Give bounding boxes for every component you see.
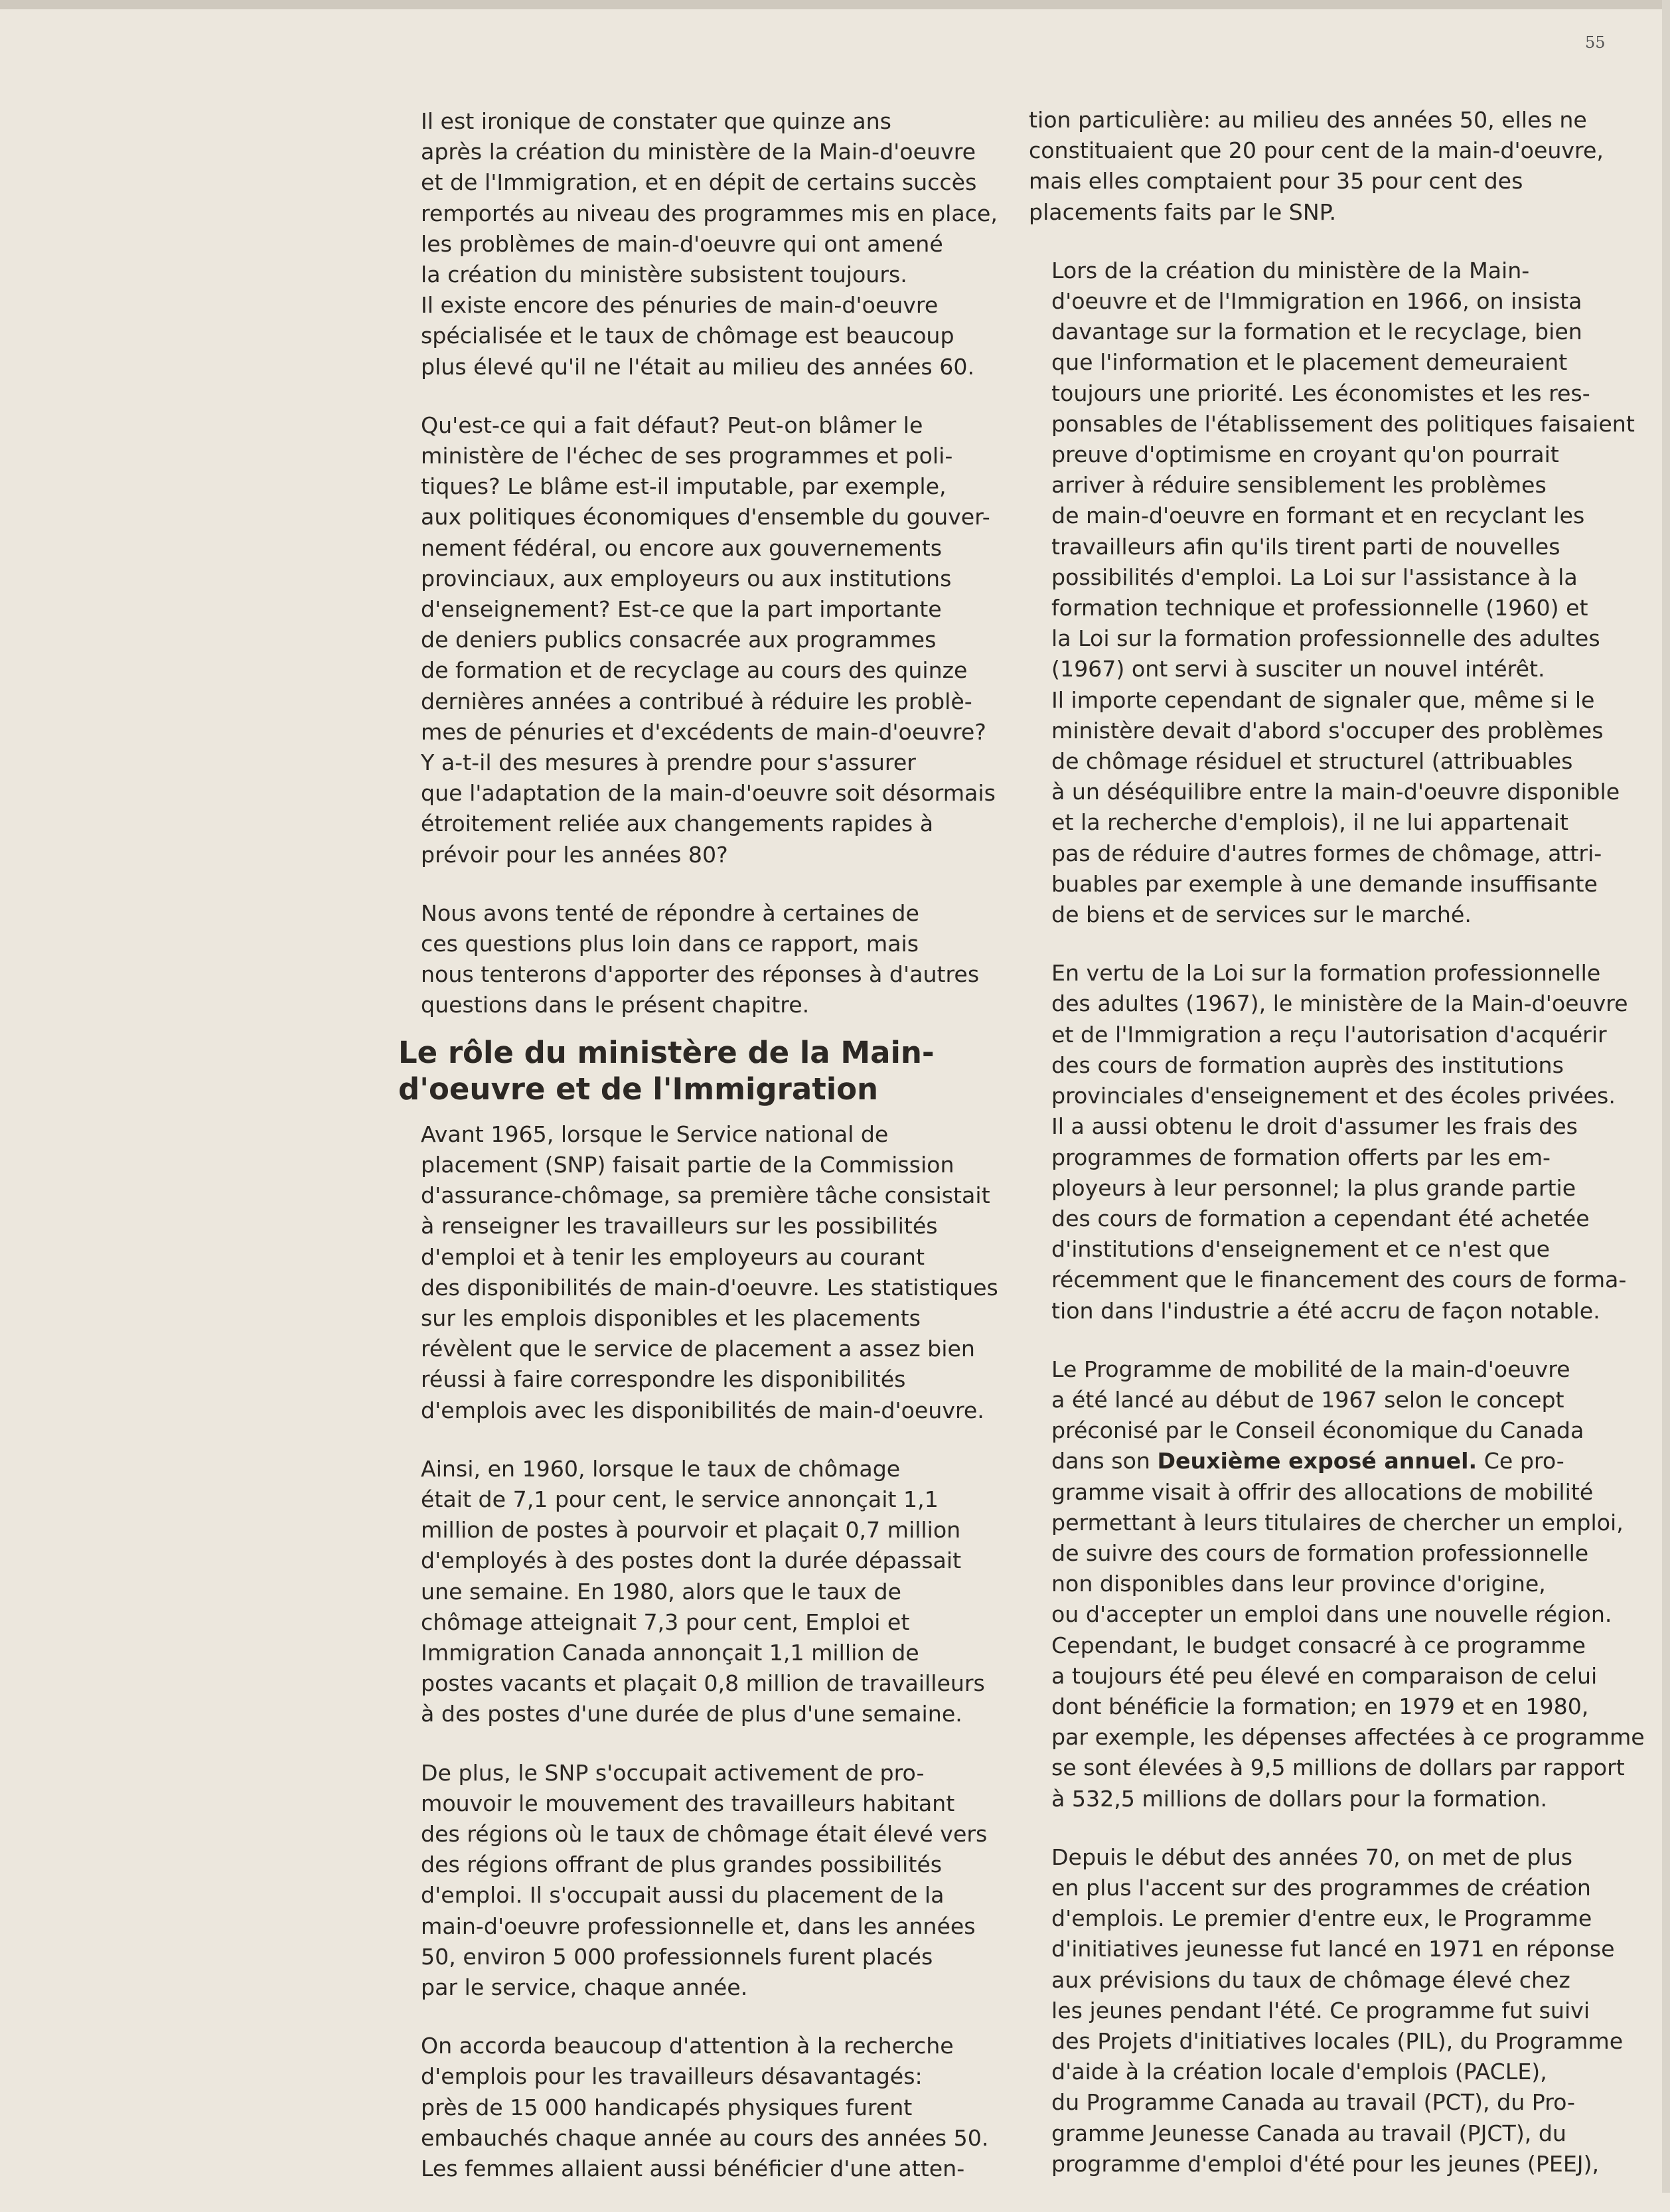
mobility-lines-before	[1029, 1354, 1616, 1447]
text-line: postes vacants et plaçait 0,8 million de travailleurs	[421, 1670, 985, 1697]
text-line: embauchés chaque année au cours des années 50.	[421, 2124, 989, 2151]
page-top-edge	[0, 0, 1670, 9]
text-line: Le rôle du ministère de la Main-	[398, 1034, 935, 1070]
text-line: million de postes à pourvoir et plaçait 0,7 million	[421, 1517, 961, 1543]
text-line: placement (SNP) faisait partie de la Commission	[421, 1151, 954, 1178]
text-line: provinciales d'enseignement et des écoles privées.	[1051, 1083, 1616, 1109]
text-line: une semaine. En 1980, alors que le taux de	[421, 1578, 901, 1605]
text-line: a été lancé au début de 1967 selon le concept	[1051, 1386, 1564, 1413]
text-line: récemment que le financement des cours de forma-	[1051, 1267, 1627, 1293]
text-line: d'oeuvre et de l'Immigration en 1966, on insista	[1051, 288, 1582, 315]
text-line: d'enseignement? Est-ce que la part importante	[421, 596, 942, 623]
text-line: Il est ironique de constater que quinze ans	[421, 108, 891, 134]
text-line: les problèmes de main-d'oeuvre qui ont amené	[421, 230, 943, 257]
text-line: Depuis le début des années 70, on met de plus	[1051, 1844, 1573, 1870]
text-line: d'emplois. Le premier d'entre eux, le Programme	[1051, 1905, 1592, 1932]
text-line: des régions où le taux de chômage était élevé vers	[421, 1820, 988, 1847]
text-line: provinciaux, aux employeurs ou aux institutions	[421, 565, 952, 592]
text-line: du Programme Canada au travail (PCT), du Pro-	[1051, 2089, 1576, 2116]
mobility-lines-after	[1029, 1477, 1645, 1814]
text-line: ponsables de l'établissement des politiques faisaient	[1051, 410, 1635, 437]
paragraph-snp-mobility	[398, 1758, 996, 2004]
text-line: aux politiques économiques d'ensemble du gouver-	[421, 504, 990, 530]
text-line: prévoir pour les années 80?	[421, 841, 728, 868]
paragraph-adult-training-act	[1029, 958, 1628, 1326]
report-title: Deuxième exposé annuel.	[1157, 1448, 1478, 1474]
text-line: la Loi sur la formation professionnelle des adultes	[1051, 625, 1600, 652]
text-line: spécialisée et le taux de chômage est beaucoup	[421, 323, 954, 349]
text-line: toujours une priorité. Les économistes et les res-	[1051, 380, 1590, 406]
page-number: 55	[1585, 33, 1606, 52]
text-line: les jeunes pendant l'été. Ce programme fut suivi	[1051, 1997, 1590, 2023]
text-line: sur les emplois disponibles et les placements	[421, 1304, 921, 1331]
text-line: mais elles comptaient pour 35 pour cent des	[1029, 168, 1523, 195]
text-line: de main-d'oeuvre en formant et en recyclant les	[1051, 503, 1585, 529]
text-line: main-d'oeuvre professionnelle et, dans les années	[421, 1913, 976, 1939]
right-column	[1029, 105, 1645, 2207]
text-line: que l'information et le placement demeuraient	[1051, 349, 1568, 376]
text-line: tion particulière: au milieu des années 50, elles ne	[1029, 107, 1587, 133]
text-line: non disponibles dans leur province d'origine,	[1051, 1571, 1546, 1597]
text-line: de formation et de recyclage au cours des quinze	[421, 657, 968, 684]
text-line: mouvoir le mouvement des travailleurs habitant	[421, 1790, 955, 1816]
text-line: des régions offrant de plus grandes possibilités	[421, 1852, 943, 1878]
text-line: d'institutions d'enseignement et ce n'est que	[1051, 1236, 1550, 1263]
paragraph-intro	[398, 106, 996, 382]
text-line: et de l'Immigration, et en dépit de certains succès	[421, 169, 977, 196]
text-line: préconisé par le Conseil économique du Canada	[1051, 1417, 1584, 1444]
text-line: formation technique et professionnelle (1960) et	[1051, 595, 1588, 621]
text-line: Avant 1965, lorsque le Service national de	[421, 1121, 889, 1147]
text-line: ou d'accepter un emploi dans une nouvelle région.	[1051, 1601, 1612, 1628]
text-line: des Projets d'initiatives locales (PIL), du Programme	[1051, 2027, 1624, 2054]
text-line: par le service, chaque année.	[421, 1974, 748, 2000]
text-line: était de 7,1 pour cent, le service annonçait 1,1	[421, 1486, 939, 1512]
text-line: buables par exemple à une demande insuffisante	[1051, 870, 1598, 897]
text-line: de suivre des cours de formation professionnelle	[1051, 1540, 1589, 1566]
text-line: a toujours été peu élevé en comparaison de celui	[1051, 1662, 1598, 1689]
text-line: par exemple, les dépenses affectées à ce programme	[1051, 1724, 1645, 1751]
text-line: mes de pénuries et d'excédents de main-d'oeuvre?	[421, 718, 986, 745]
text-line: programmes de formation offerts par les em-	[1051, 1144, 1551, 1170]
paragraph-snp-before-1965	[398, 1119, 996, 1426]
text-line: En vertu de la Loi sur la formation professionnelle	[1051, 960, 1601, 987]
text-line: d'emploi. Il s'occupait aussi du placement de la	[421, 1882, 945, 1909]
text-line: permettant à leurs titulaires de chercher un emploi,	[1051, 1509, 1624, 1536]
text-line: réussi à faire correspondre les disponibilités	[421, 1366, 906, 1393]
text-line: ministère de l'échec de ses programmes et poli-	[421, 443, 953, 469]
text-line: à des postes d'une durée de plus d'une semaine.	[421, 1701, 962, 1727]
text-line: tion dans l'industrie a été accru de façon notable.	[1051, 1297, 1600, 1324]
text-line: des disponibilités de main-d'oeuvre. Les statistiques	[421, 1274, 998, 1301]
text-line: Il existe encore des pénuries de main-d'oeuvre	[421, 292, 939, 319]
paragraph-questions	[398, 410, 996, 870]
text-line: d'emplois pour les travailleurs désavantagés:	[421, 2063, 923, 2090]
text-line: d'initiatives jeunesse fut lancé en 1971 en réponse	[1051, 1936, 1615, 1962]
text-line: d'emploi et à tenir les employeurs au courant	[421, 1243, 925, 1270]
text-line: gramme visait à offrir des allocations de mobilité	[1051, 1478, 1594, 1505]
left-column	[398, 106, 996, 2212]
text-line: à un déséquilibre entre la main-d'oeuvre disponible	[1051, 779, 1620, 805]
text-line: après la création du ministère de la Main-d'oeuvre	[421, 139, 976, 165]
text-line: preuve d'optimisme en croyant qu'on pourrait	[1051, 441, 1559, 468]
text-line: d'aide à la création locale d'emplois (PACLE),	[1051, 2059, 1547, 2085]
text-line: de chômage résiduel et structurel (attribuables	[1051, 748, 1573, 775]
text-line: ployeurs à leur personnel; la plus grande partie	[1051, 1174, 1576, 1201]
paragraph-disadvantaged	[398, 2031, 996, 2184]
text-line: 50, environ 5 000 professionnels furent placés	[421, 1943, 933, 1970]
text-line: Le Programme de mobilité de la main-d'oeuvre	[1051, 1356, 1570, 1382]
line-suffix: Ce pro-	[1477, 1448, 1564, 1474]
text-line: Il a aussi obtenu le droit d'assumer les frais des	[1051, 1113, 1578, 1140]
text-line: et la recherche d'emplois), il ne lui appartenait	[1051, 809, 1568, 836]
text-line: de biens et de services sur le marché.	[1051, 902, 1472, 928]
text-line: Ainsi, en 1960, lorsque le taux de chômage	[421, 1455, 901, 1482]
text-line: se sont élevées à 9,5 millions de dollars par rapport	[1051, 1755, 1625, 1781]
text-line: d'oeuvre et de l'Immigration	[398, 1071, 879, 1107]
text-line: chômage atteignait 7,3 pour cent, Emploi et	[421, 1609, 910, 1635]
text-line: à renseigner les travailleurs sur les possibilités	[421, 1213, 938, 1239]
paragraph-mobility-program	[1029, 1354, 1645, 1814]
text-line: aux prévisions du taux de chômage élevé chez	[1051, 1966, 1570, 1993]
text-line: nous tenterons d'apporter des réponses à d'autres	[421, 961, 980, 988]
mobility-line-with-title	[1029, 1446, 1616, 1476]
text-line: arriver à réduire sensiblement les problèmes	[1051, 472, 1547, 499]
text-line: d'assurance-chômage, sa première tâche consistait	[421, 1182, 990, 1209]
text-line: On accorda beaucoup d'attention à la recherche	[421, 2033, 954, 2059]
text-line: Cependant, le budget consacré à ce programme	[1051, 1632, 1586, 1658]
line-prefix: dans son	[1051, 1448, 1158, 1474]
paragraph-answers	[398, 898, 996, 1021]
text-line: nement fédéral, ou encore aux gouvernements	[421, 534, 943, 561]
text-line: possibilités d'emploi. La Loi sur l'assistance à la	[1051, 564, 1578, 590]
text-line: remportés au niveau des programmes mis en place,	[421, 200, 998, 226]
text-line: Qu'est-ce qui a fait défaut? Peut-on blâmer le	[421, 412, 923, 438]
text-line: Il importe cependant de signaler que, même si le	[1051, 686, 1595, 713]
text-line: ces questions plus loin dans ce rapport, mais	[421, 931, 919, 957]
text-line: des cours de formation a cependant été achetée	[1051, 1205, 1590, 1231]
text-line: davantage sur la formation et le recyclage, bien	[1051, 319, 1582, 345]
text-line: révèlent que le service de placement a assez bien	[421, 1336, 975, 1362]
text-line: ministère devait d'abord s'occuper des problèmes	[1051, 717, 1604, 744]
text-line: De plus, le SNP s'occupait activement de pro-	[421, 1759, 925, 1786]
text-line: Nous avons tenté de répondre à certaines de	[421, 900, 919, 926]
text-line: travailleurs afin qu'ils tirent parti de nouvelles	[1051, 533, 1560, 560]
paragraph-job-creation	[1029, 1842, 1624, 2179]
paragraph-1960-1980	[398, 1454, 996, 1730]
text-line: pas de réduire d'autres formes de chômage, attri-	[1051, 840, 1602, 866]
text-line: et de l'Immigration a reçu l'autorisation d'acquérir	[1051, 1021, 1607, 1048]
paragraph-ministry-1966	[1029, 256, 1635, 930]
text-line: dernières années a contribué à réduire les problè-	[421, 688, 972, 714]
text-line: d'employés à des postes dont la durée dépassait	[421, 1547, 962, 1574]
text-line: à 532,5 millions de dollars pour la formation.	[1051, 1785, 1548, 1812]
text-line: plus élevé qu'il ne l'était au milieu des années 60.	[421, 353, 975, 380]
text-line: Les femmes allaient aussi bénéficier d'une atten-	[421, 2155, 965, 2181]
text-line: dont bénéficie la formation; en 1979 et en 1980,	[1051, 1693, 1589, 1719]
text-line: Y a-t-il des mesures à prendre pour s'assurer	[421, 750, 916, 776]
text-line: gramme Jeunesse Canada au travail (PJCT), du	[1051, 2120, 1566, 2146]
section-heading	[398, 1034, 996, 1107]
text-line: constituaient que 20 pour cent de la main-d'oeuvre,	[1029, 137, 1604, 164]
text-line: étroitement reliée aux changements rapides à	[421, 811, 934, 837]
text-line: des cours de formation auprès des institutions	[1051, 1052, 1564, 1078]
text-line: (1967) ont servi à susciter un nouvel intérêt.	[1051, 656, 1545, 682]
text-line: en plus l'accent sur des programmes de création	[1051, 1874, 1591, 1901]
text-line: Lors de la création du ministère de la Main-	[1051, 257, 1530, 283]
paragraph-women-continued	[1029, 105, 1616, 228]
text-line: de deniers publics consacrée aux programmes	[421, 627, 937, 653]
text-line: des adultes (1967), le ministère de la Main-d'oeuvre	[1051, 990, 1628, 1017]
page-right-edge	[1662, 0, 1670, 2193]
text-line: Immigration Canada annonçait 1,1 million de	[421, 1639, 919, 1666]
text-line: près de 15 000 handicapés physiques furent	[421, 2094, 913, 2120]
text-line: que l'adaptation de la main-d'oeuvre soit désormais	[421, 780, 996, 807]
text-line: questions dans le présent chapitre.	[421, 992, 810, 1018]
text-line: tiques? Le blâme est-il imputable, par exemple,	[421, 473, 947, 500]
text-line: d'emplois avec les disponibilités de main-d'oeuvre.	[421, 1397, 984, 1423]
text-line: placements faits par le SNP.	[1029, 198, 1337, 225]
text-line: la création du ministère subsistent toujours.	[421, 262, 907, 288]
text-line: programme d'emploi d'été pour les jeunes (PEEJ),	[1051, 2150, 1600, 2177]
